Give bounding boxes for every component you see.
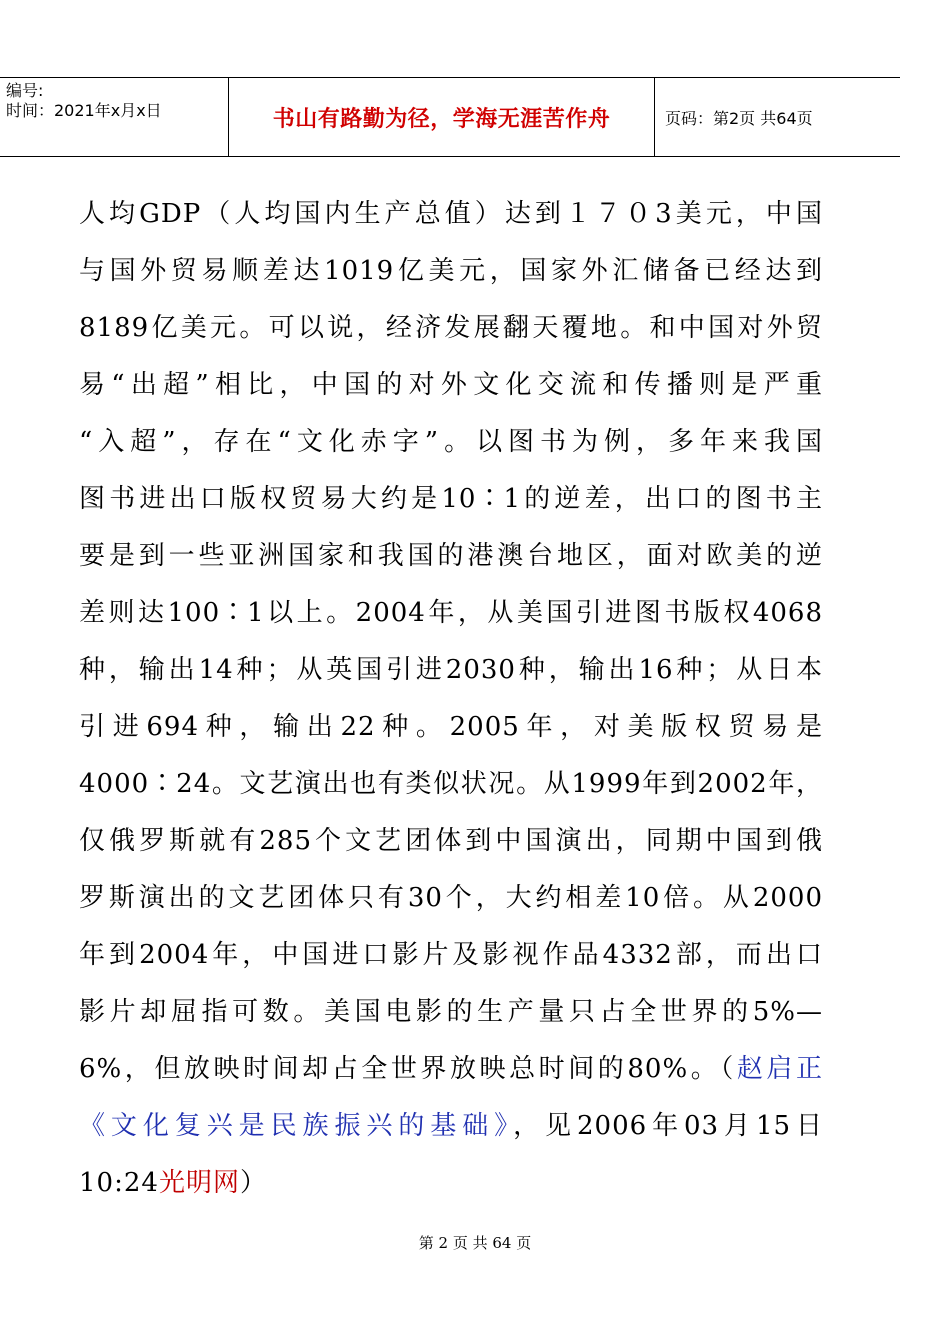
- text-line-citation: [79, 1098, 823, 1155]
- text-line: 人均GDP（人均国内生产总值）达到１７０3美元，中国: [79, 199, 823, 229]
- time-label: 时间：2021年x月x日: [6, 101, 162, 120]
- motto-text: 书山有路勤为径，学海无涯苦作舟: [272, 105, 611, 132]
- text-line: 引进694种，输出22种。2005年，对美版权贸易是: [79, 712, 823, 742]
- header-page-info: 页码：第2页 共64页: [665, 108, 813, 128]
- page-header: [0, 77, 900, 157]
- text-line: 罗斯演出的文艺团体只有30个，大约相差10倍。从2000: [79, 883, 823, 913]
- text-line: 仅俄罗斯就有285个文艺团体到中国演出，同期中国到俄: [79, 826, 823, 856]
- text-fragment: 6%，但放映时间却占全世界放映总时间的80%。（: [79, 1054, 737, 1084]
- citation-title: 《文化复兴是民族振兴的基础》: [79, 1111, 514, 1141]
- citation-close: ）: [239, 1168, 267, 1198]
- text-line: 8189亿美元。可以说，经济发展翻天覆地。和中国对外贸: [79, 313, 823, 343]
- page-footer: 第 2 页 共 64 页: [418, 1234, 532, 1252]
- text-line: 种，输出14种；从英国引进2030种，输出16种；从日本: [79, 655, 823, 685]
- header-meta: [0, 78, 229, 156]
- text-line: 影片却屈指可数。美国电影的生产量只占全世界的5%—: [79, 997, 823, 1027]
- text-line: 要是到一些亚洲国家和我国的港澳台地区，面对欧美的逆: [79, 541, 823, 571]
- citation-date: ，见2006年03月15日: [513, 1111, 823, 1141]
- header-motto: [229, 78, 655, 156]
- text-line: 与国外贸易顺差达1019亿美元，国家外汇储备已经达到: [79, 256, 823, 286]
- text-line: 差则达100∶1以上。2004年，从美国引进图书版权4068: [79, 598, 823, 628]
- text-line-citation-start: [79, 1041, 823, 1098]
- text-line-citation-end: [79, 1155, 823, 1212]
- text-line: 4000∶24。文艺演出也有类似状况。从1999年到2002年，: [79, 769, 823, 799]
- citation-source-link[interactable]: 光明网: [158, 1168, 240, 1198]
- text-line: 图书进出口版权贸易大约是10∶1的逆差，出口的图书主: [79, 484, 823, 514]
- citation-time: 10:24: [79, 1168, 159, 1198]
- citation-author: 赵启正: [736, 1054, 823, 1084]
- body-paragraph: [79, 186, 823, 1212]
- text-line: 易“出超”相比，中国的对外文化交流和传播则是严重: [79, 370, 823, 400]
- serial-label: 编号:: [6, 81, 44, 100]
- text-line: “入超”，存在“文化赤字”。以图书为例，多年来我国: [79, 427, 823, 457]
- text-line: 年到2004年，中国进口影片及影视作品4332部，而出口: [79, 940, 823, 970]
